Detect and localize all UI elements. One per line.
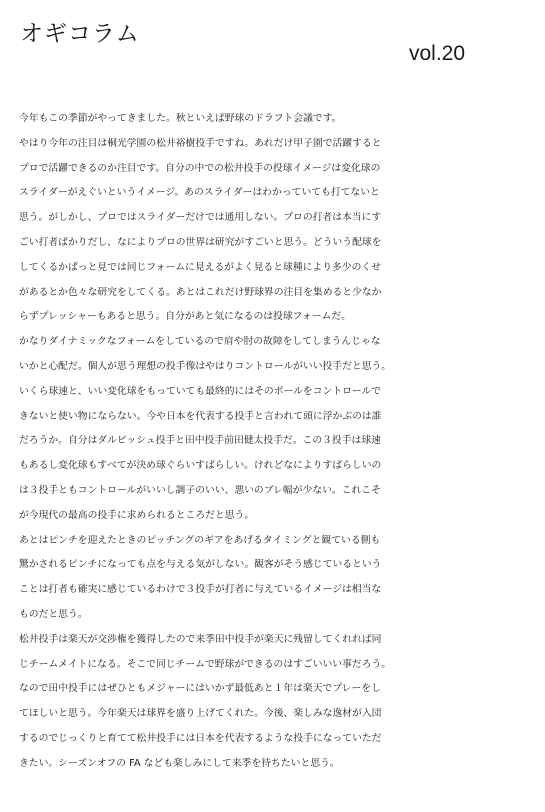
article-line: があるとか色々な研究をしてくる。あとはこれだけ野球界の注目を集めると少なか [19, 286, 382, 298]
article-line: 松井投手は楽天が交渉権を獲得したので来季田中投手が楽天に残留してくれれば同 [19, 633, 382, 645]
article-line: もあるし変化球もすべてが決め球ぐらいすばらしい。けれどなによりすばらしいの [19, 460, 382, 472]
article-line: ものだと思う。 [19, 608, 88, 620]
article-line: 思う。がしかし、プロではスライダーだけでは通用しない。プロの打者は本当にす [19, 212, 382, 224]
article-line: やはり今年の注目は桐光学園の松井裕樹投手ですね。あれだけ甲子園で活躍すると [19, 137, 382, 149]
article-line: ことは打者も確実に感じているわけで３投手が打者に与えているイメージは相当な [19, 584, 382, 596]
article-line: ごい打者ばかりだし、なによりプロの世界は研究がすごいと思う。どういう配球を [19, 236, 382, 248]
article-line: 驚かされるピンチになっても点を与える気がしない。観客がそう感じているという [19, 559, 382, 571]
article-line: きたい。シーズンオフの FA なども楽しみにして来季を待ちたいと思う。 [19, 757, 340, 769]
volume-number: vol.20 [409, 42, 466, 65]
article-line: きないと使い物にならない。今や日本を代表する投手と言われて頭に浮かぶのは誰 [19, 410, 382, 422]
article-line: だろうか。自分はダルビッシュ投手と田中投手前田健太投手だ。この３投手は球速 [19, 435, 381, 447]
article-line: なので田中投手にはぜひともメジャーにはいかず最低あと１年は楽天でプレーをし [19, 683, 381, 695]
article-line: らずプレッシャーもあると思う。自分があと気になるのは投球フォームだ。 [19, 311, 351, 323]
article-line: あとはピンチを迎えたときのピッチングのギアをあげるタイミングと観ている側も [19, 534, 381, 546]
article-line: いかと心配だ。個人が思う理想の投手像はやはりコントロールがいい投手だと思う。 [19, 360, 392, 372]
article-line: かなりダイナミックなフォームをしているので肩や肘の故障をしてしまうんじゃな [19, 336, 381, 348]
column-title: オギコラム [20, 21, 140, 47]
article-body [19, 107, 544, 777]
article-line: じチームメイトになる。そこで同じチームで野球ができるのはすごいいい事だろう。 [19, 658, 392, 670]
article-line: が今現代の最高の投手に求められるところだと思う。 [19, 509, 255, 521]
article-line: は３投手ともコントロールがいいし調子のいい、悪いのブレ幅が少ない。これこそ [19, 484, 381, 496]
article-line: スライダーがえぐいというイメージ。あのスライダーはわかっていても打てないと [19, 187, 380, 199]
article-line: してくるかぱっと見では同じフォームに見えるがよく見ると球種により多少のくせ [19, 261, 381, 273]
article-line: 今年もこの季節がやってきました。秋といえば野球のドラフト会議です。 [19, 113, 342, 124]
article-line: てほしいと思う。今年楽天は球界を盛り上げてくれた。今後、楽しみな逸材が入団 [19, 708, 382, 720]
article-line: するのでじっくりと育てて松井投手には日本を代表するような投手になっていただ [19, 732, 382, 744]
article-line: いくら球速と、いい変化球をもっていても最終的にはそのボールをコントロールで [19, 385, 382, 397]
article-line: プロで活躍できるのか注目です。自分の中での松井投手の投球イメージは変化球の [19, 162, 381, 174]
